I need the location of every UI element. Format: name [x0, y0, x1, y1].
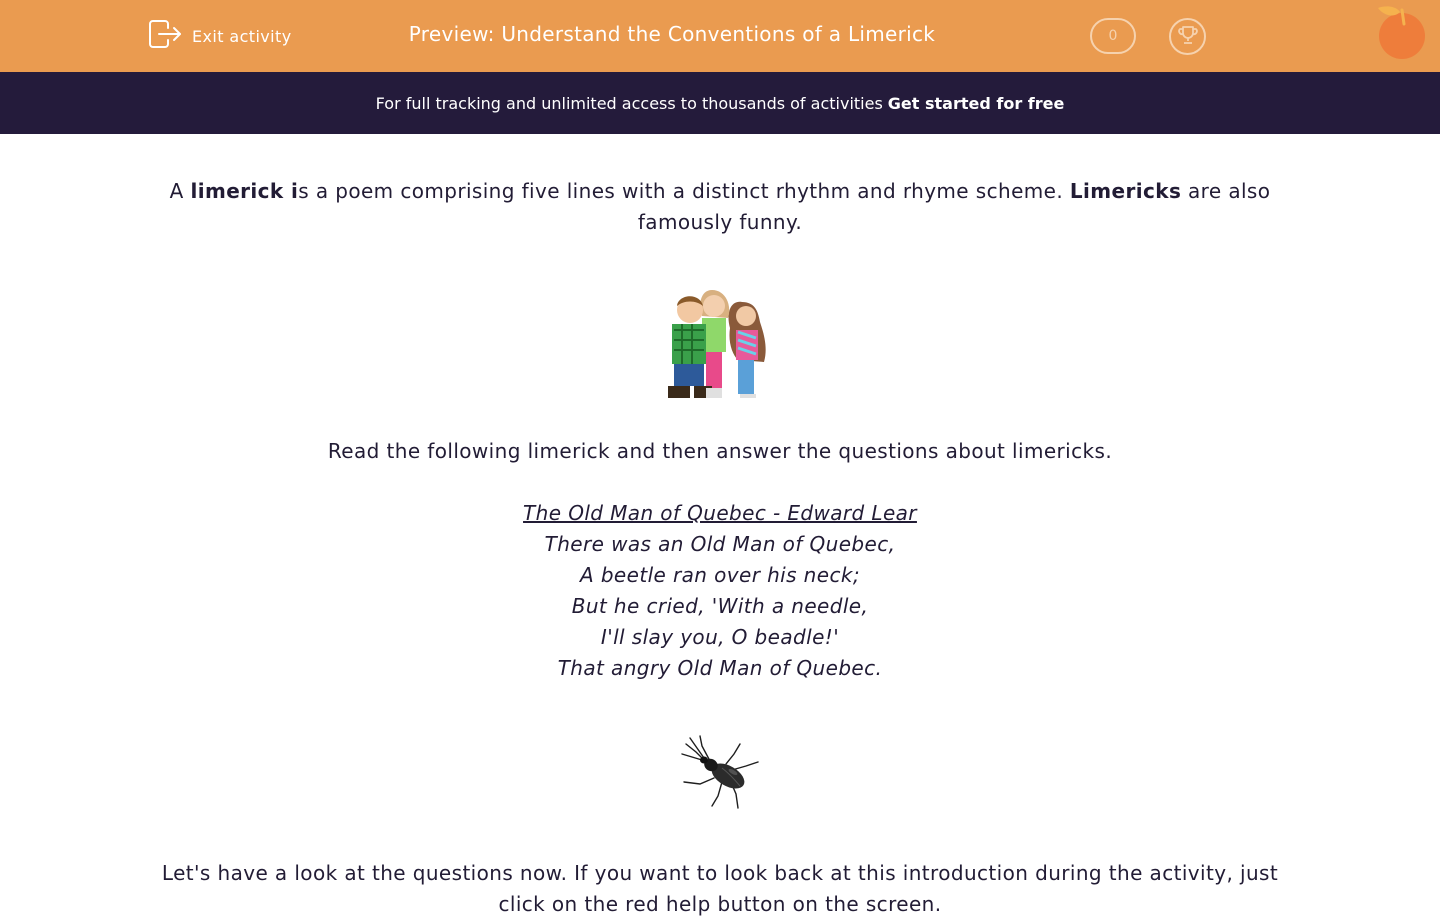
poem-line: I'll slay you, O beadle!'	[600, 625, 840, 649]
children-photo	[660, 282, 780, 398]
poem-line: A beetle ran over his neck;	[580, 563, 860, 587]
upgrade-banner	[0, 72, 1440, 134]
poem-line: There was an Old Man of Quebec,	[544, 532, 896, 556]
instruction-text: Read the following limerick and then answer the questions about limericks.	[327, 439, 1113, 463]
activity-title: Preview: Understand the Conventions of a Limerick	[408, 22, 936, 46]
score-counter: 0	[1090, 18, 1136, 54]
intro-text: are also famously funny.	[637, 179, 1271, 234]
intro-bold-term: Limericks	[1069, 179, 1182, 203]
exit-icon	[148, 19, 182, 53]
intro-paragraph	[140, 176, 1300, 238]
trophy-icon	[1177, 24, 1199, 50]
intro-text: A	[169, 179, 191, 203]
banner-text: For full tracking and unlimited access to thousands of activities	[375, 93, 883, 113]
intro-bold-term: limerick i	[190, 179, 299, 203]
poem	[140, 498, 1300, 684]
exit-activity-label: Exit activity	[192, 26, 292, 46]
trophy-button[interactable]	[1169, 18, 1206, 55]
beetle-photo	[678, 734, 762, 810]
top-bar	[0, 0, 1440, 72]
poem-line: But he cried, 'With a needle,	[571, 594, 869, 618]
get-started-link[interactable]: Get started for free	[887, 93, 1065, 113]
intro-text: s a poem comprising five lines with a distinct rhythm and rhyme scheme.	[298, 179, 1070, 203]
exit-activity-button[interactable]	[148, 20, 292, 52]
closing-text: Let's have a look at the questions now. If you want to look back at this introduction during the activity, just click on the red help button on the screen.	[161, 861, 1279, 916]
orange-logo-icon	[1374, 4, 1430, 62]
poem-title: The Old Man of Quebec - Edward Lear	[523, 501, 917, 525]
intro-content	[140, 176, 1300, 920]
poem-line: That angry Old Man of Quebec.	[557, 656, 883, 680]
